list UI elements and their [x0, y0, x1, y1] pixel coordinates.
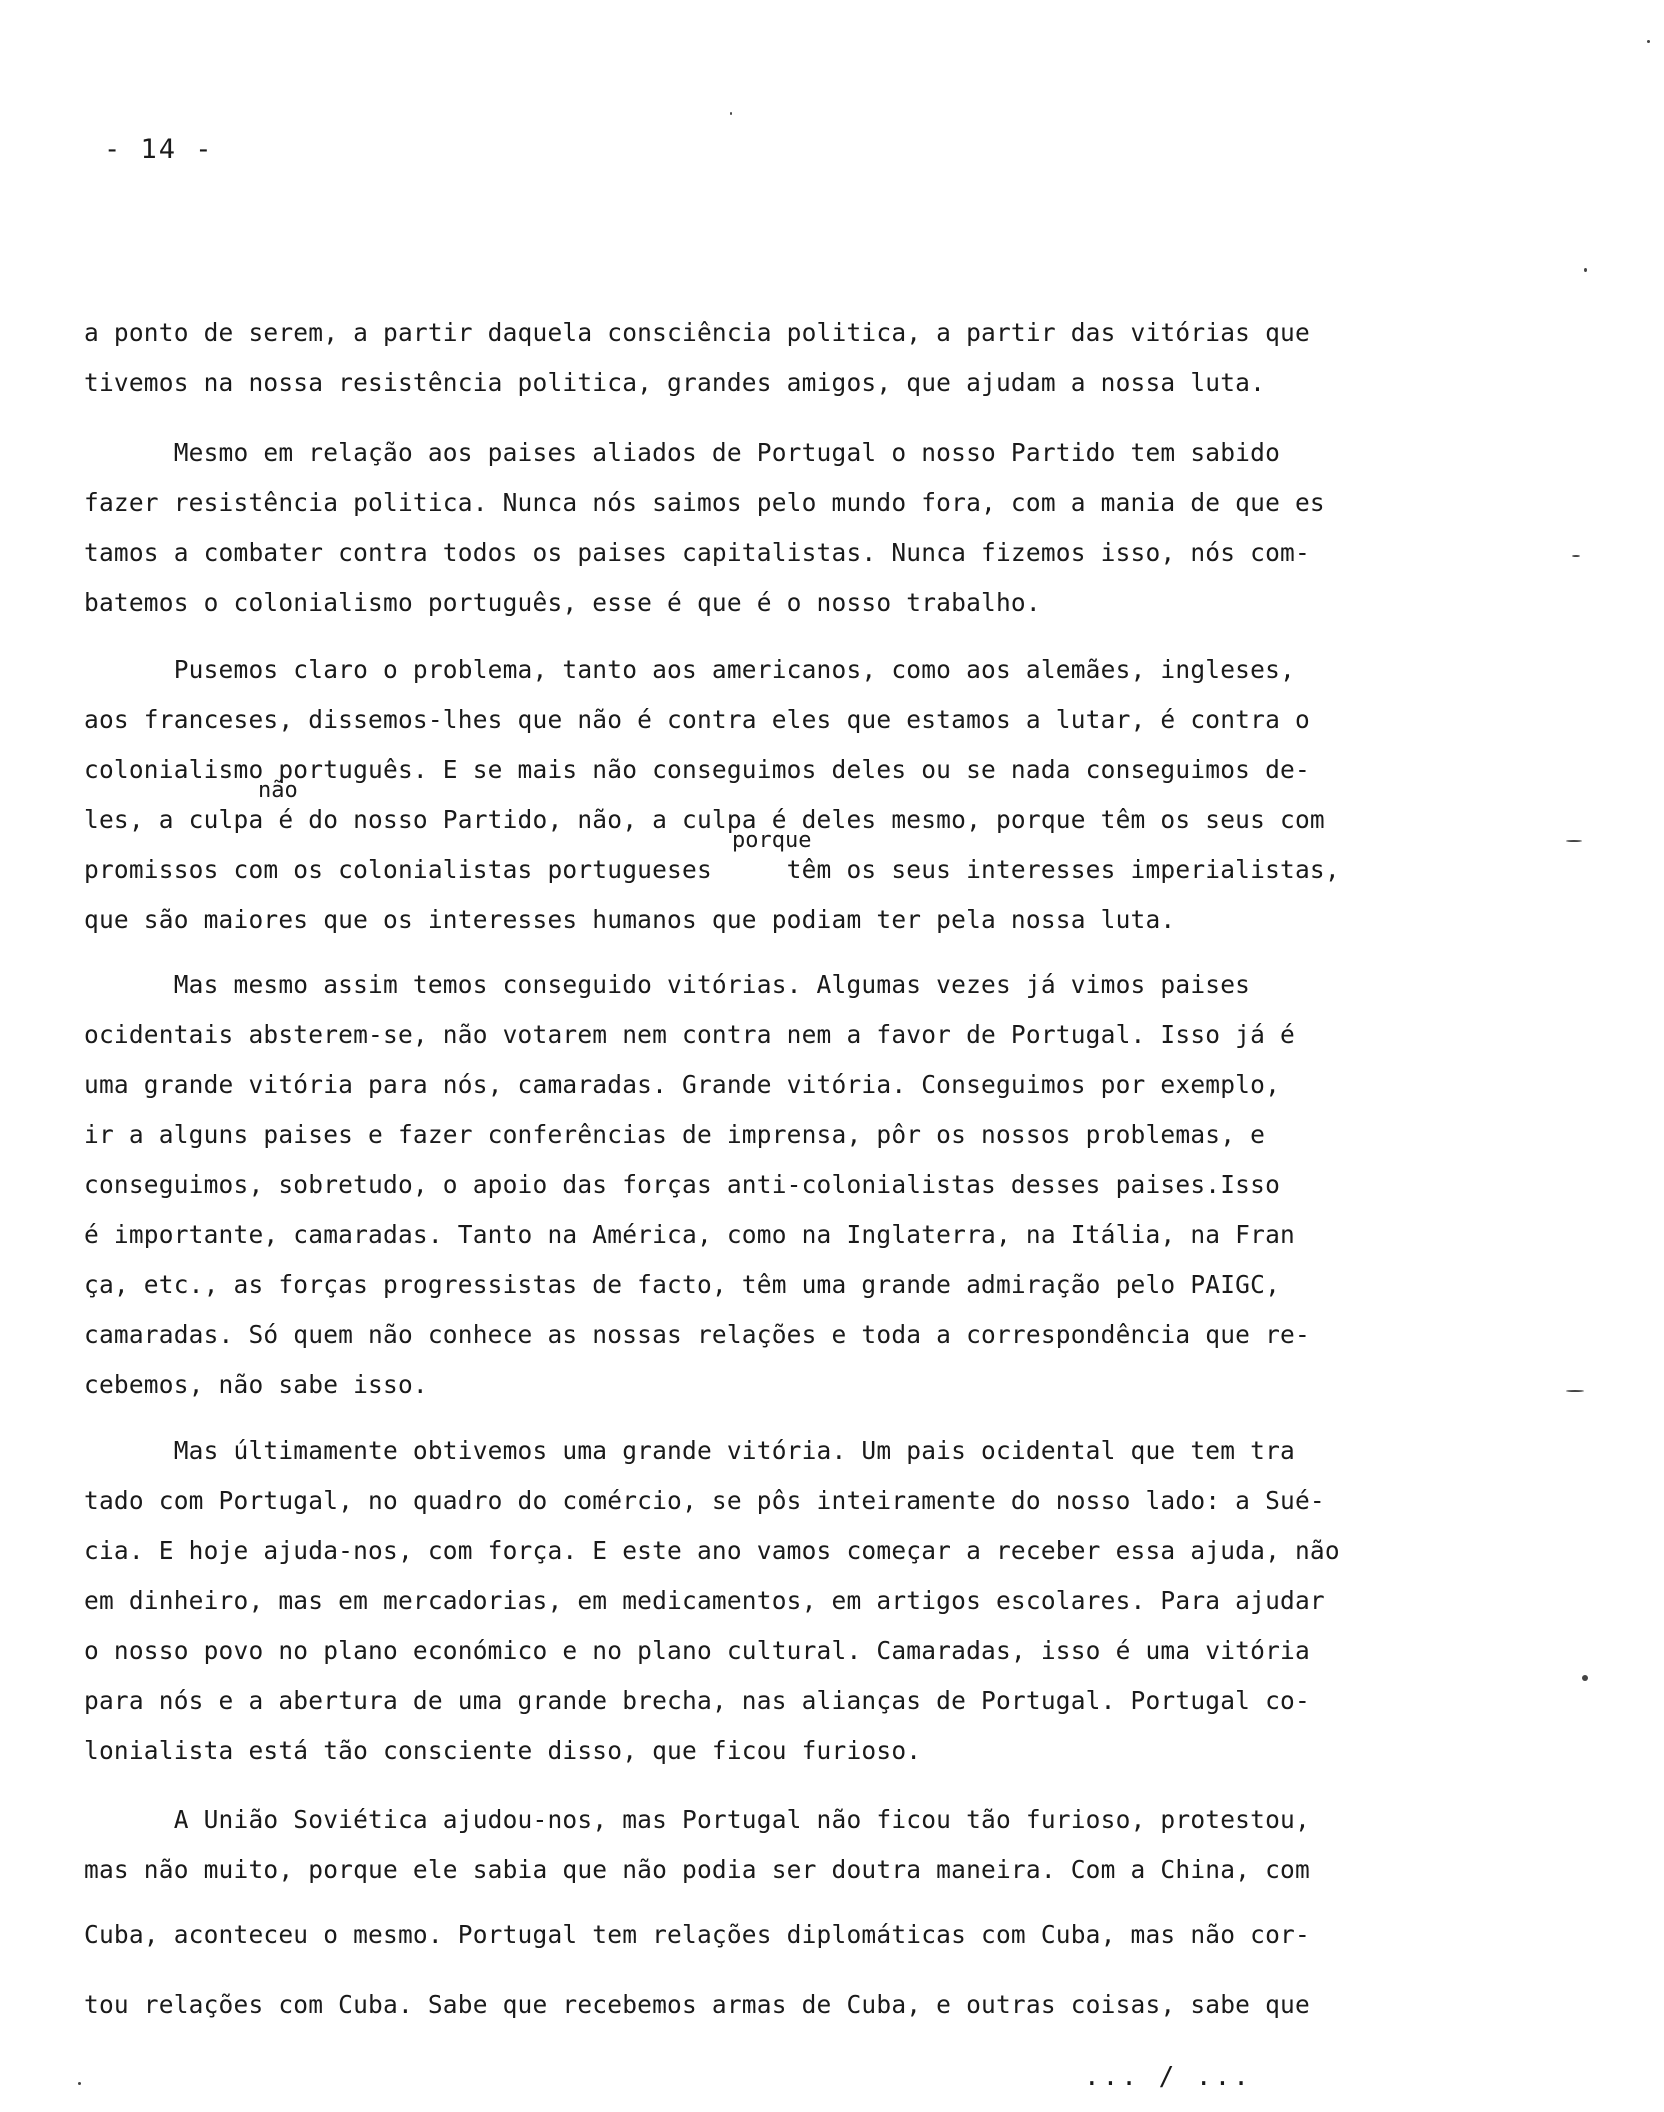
text-line: tou relações com Cuba. Sabe que recebemos armas de Cuba, e outras coisas, sabe que [84, 1990, 1310, 2019]
text-line: uma grande vitória para nós, camaradas. Grande vitória. Conseguimos por exemplo, [84, 1070, 1281, 1099]
text-line: A União Soviética ajudou-nos, mas Portugal não ficou tão furioso, protestou, [84, 1805, 1310, 1834]
scan-speck [1582, 1675, 1588, 1681]
continuation-mark: ... / ... [1084, 2062, 1252, 2092]
handwritten-insertion: porque [732, 828, 812, 853]
text-line: tivemos na nossa resistência politica, grandes amigos, que ajudam a nossa luta. [84, 368, 1266, 397]
text-line: para nós e a abertura de uma grande brecha, nas alianças de Portugal. Portugal co- [84, 1686, 1310, 1715]
text-line: a ponto de serem, a partir daquela consciência politica, a partir das vitórias que [84, 318, 1310, 347]
scan-speck [730, 112, 732, 115]
text-line: Pusemos claro o problema, tanto aos americanos, como aos alemães, ingleses, [84, 655, 1295, 684]
text-line: Mas mesmo assim temos conseguido vitórias. Algumas vezes já vimos paises [84, 970, 1251, 999]
text-line: les, a culpa é do nosso Partido, não, a culpa é deles mesmo, porque têm os seus com [84, 805, 1325, 834]
text-line: em dinheiro, mas em mercadorias, em medicamentos, em artigos escolares. Para ajudar [84, 1586, 1325, 1615]
text-line: Cuba, aconteceu o mesmo. Portugal tem relações diplomáticas com Cuba, mas não cor- [84, 1920, 1310, 1949]
text-line: conseguimos, sobretudo, o apoio das forças anti-colonialistas desses paises.Isso [84, 1170, 1281, 1199]
scan-speck [1584, 268, 1587, 272]
handwritten-insertion: não [258, 778, 298, 803]
scan-speck [1572, 555, 1580, 557]
text-line: colonialismo português. E se mais não conseguimos deles ou se nada conseguimos de- [84, 755, 1310, 784]
text-line: é importante, camaradas. Tanto na América, como na Inglaterra, na Itália, na Fran [84, 1220, 1295, 1249]
text-line: lonialista está tão consciente disso, que ficou furioso. [84, 1736, 922, 1765]
text-line: batemos o colonialismo português, esse é que é o nosso trabalho. [84, 588, 1041, 617]
text-line: fazer resistência politica. Nunca nós saimos pelo mundo fora, com a mania de que es [84, 488, 1325, 517]
text-line: Mesmo em relação aos paises aliados de Portugal o nosso Partido tem sabido [84, 438, 1281, 467]
text-line: cebemos, não sabe isso. [84, 1370, 428, 1399]
scan-speck [1566, 1390, 1584, 1392]
text-line: aos franceses, dissemos-lhes que não é contra eles que estamos a lutar, é contra o [84, 705, 1310, 734]
text-line: cia. E hoje ajuda-nos, com força. E este ano vamos começar a receber essa ajuda, não [84, 1536, 1340, 1565]
text-line: Mas últimamente obtivemos uma grande vitória. Um pais ocidental que tem tra [84, 1436, 1295, 1465]
text-line: o nosso povo no plano económico e no plano cultural. Camaradas, isso é uma vitória [84, 1636, 1310, 1665]
scan-speck [1566, 840, 1582, 842]
text-line: ocidentais absterem-se, não votarem nem contra nem a favor de Portugal. Isso já é [84, 1020, 1295, 1049]
text-line: tamos a combater contra todos os paises capitalistas. Nunca fizemos isso, nós com- [84, 538, 1310, 567]
text-line: ça, etc., as forças progressistas de facto, têm uma grande admiração pelo PAIGC, [84, 1270, 1281, 1299]
text-line: que são maiores que os interesses humanos que podiam ter pela nossa luta. [84, 905, 1176, 934]
page-number: - 14 - [104, 134, 214, 165]
scan-speck [1647, 40, 1650, 43]
text-line: mas não muito, porque ele sabia que não podia ser doutra maneira. Com a China, com [84, 1855, 1310, 1884]
text-line: promissos com os colonialistas portugueses têm os seus interesses imperialistas, [84, 855, 1340, 884]
scan-speck [78, 2082, 81, 2085]
text-line: camaradas. Só quem não conhece as nossas relações e toda a correspondência que re- [84, 1320, 1310, 1349]
text-line: ir a alguns paises e fazer conferências de imprensa, pôr os nossos problemas, e [84, 1120, 1266, 1149]
text-line: tado com Portugal, no quadro do comércio, se pôs inteiramente do nosso lado: a Sué- [84, 1486, 1325, 1515]
